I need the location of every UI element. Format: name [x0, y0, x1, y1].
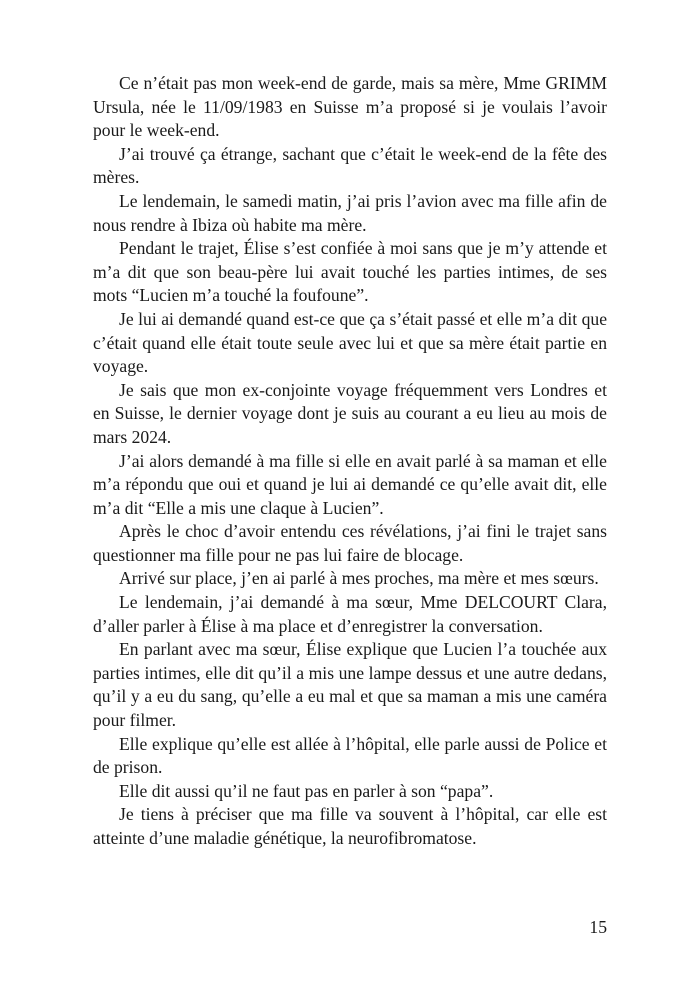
page-body [93, 72, 607, 851]
paragraph: En parlant avec ma sœur, Élise explique que Lucien l’a touchée aux parties intimes, elle dit qu’il a mis une lampe dessus et une autre dedans, qu’il y a eu du sang, qu’elle a eu mal et que sa maman a mis une caméra pour filmer. [93, 639, 607, 731]
paragraph: Je lui ai demandé quand est-ce que ça s’était passé et elle m’a dit que c’était quand elle était toute seule avec lui et que sa mère était partie en voyage. [93, 308, 607, 377]
paragraph: J’ai trouvé ça étrange, sachant que c’était le week-end de la fête des mères. [93, 143, 607, 188]
paragraph: Pendant le trajet, Élise s’est confiée à moi sans que je m’y attende et m’a dit que son beau-père lui avait touché les parties intimes, de ses mots “Lucien m’a touché la foufoune”. [93, 238, 607, 306]
paragraph: Le lendemain, j’ai demandé à ma sœur, Mme DELCOURT Clara, d’aller parler à Élise à ma place et d’enregistrer la conversation. [93, 592, 607, 636]
paragraph: Le lendemain, le samedi matin, j’ai pris l’avion avec ma fille afin de nous rendre à Ibiza où habite ma mère. [93, 190, 607, 235]
paragraph: J’ai alors demandé à ma fille si elle en avait parlé à sa maman et elle m’a répondu que oui et quand je lui ai demandé ce qu’elle avait dit, elle m’a dit “Elle a mis une claque à Lucien”. [93, 450, 607, 518]
paragraph: Elle dit aussi qu’il ne faut pas en parler à son “papa”. [119, 780, 494, 801]
paragraph: Elle explique qu’elle est allée à l’hôpital, elle parle aussi de Police et de prison. [93, 733, 607, 778]
paragraph: Après le choc d’avoir entendu ces révélations, j’ai fini le trajet sans questionner ma fille pour ne pas lui faire de blocage. [93, 521, 607, 565]
page-number: 15 [589, 917, 607, 937]
paragraph: Je tiens à préciser que ma fille va souvent à l’hôpital, car elle est atteinte d’une maladie génétique, la neurofibromatose. [93, 804, 607, 848]
paragraph: Je sais que mon ex-conjointe voyage fréquemment vers Londres et en Suisse, le dernier voyage dont je suis au courant a eu lieu au mois de mars 2024. [93, 379, 607, 447]
paragraph: Ce n’était pas mon week-end de garde, mais sa mère, Mme GRIMM Ursula, née le 11/09/1983 en Suisse m’a proposé si je voulais l’avoir pour le week-end. [93, 73, 607, 141]
paragraph: Arrivé sur place, j’en ai parlé à mes proches, ma mère et mes sœurs. [119, 568, 599, 589]
